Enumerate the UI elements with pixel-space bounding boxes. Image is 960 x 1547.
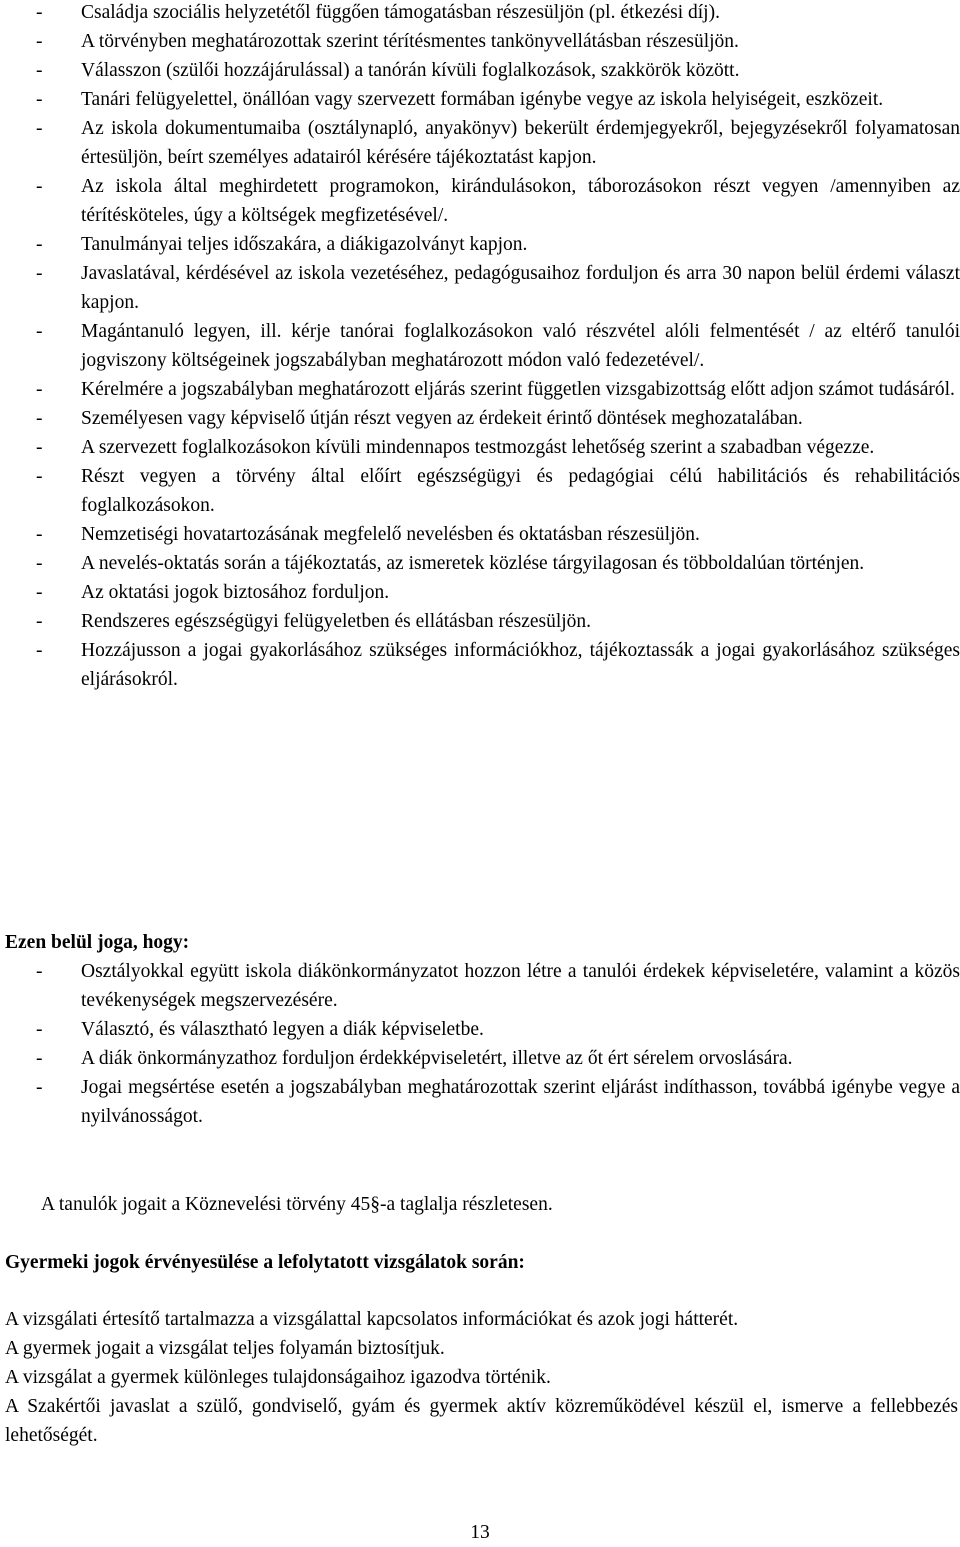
- list-marker: -: [36, 1019, 43, 1040]
- list-marker: -: [36, 2, 43, 23]
- list-marker: -: [36, 60, 43, 81]
- list-item-text: Az oktatási jogok biztosához forduljon.: [81, 582, 390, 603]
- list-item-text: Jogai megsértése esetén a jogszabályban meghatározottak szerint eljárást indíthasson, továbbá igénybe vegye a nyilvánosságot.: [81, 1077, 960, 1127]
- list-item-text: Részt vegyen a törvény által előírt egészségügyi és pedagógiai célú habilitációs és rehabilitációs foglalkozásokon.: [81, 466, 960, 516]
- list-marker: -: [36, 466, 43, 487]
- list-item-text: A diák önkormányzathoz forduljon érdekképviseletért, illetve az őt ért sérelem orvoslására.: [81, 1048, 793, 1069]
- list-item: [0, 433, 960, 462]
- list-item: [0, 1015, 960, 1044]
- list-marker: -: [36, 263, 43, 284]
- list-item: [0, 85, 960, 114]
- list-item: [0, 172, 960, 230]
- list-item-text: Javaslatával, kérdésével az iskola vezetéséhez, pedagógusaihoz forduljon és arra 30 napon belül érdemi választ kapjon.: [81, 263, 960, 313]
- list-item: [0, 578, 960, 607]
- list-item-text: Személyesen vagy képviselő útján részt vegyen az érdekeit érintő döntések meghozatalában.: [81, 408, 803, 429]
- section-heading-within: Ezen belül joga, hogy:: [5, 932, 190, 953]
- list-item-text: Hozzájusson a jogai gyakorlásához szükséges információkhoz, tájékoztassák a jogai gyakorlásához szükséges eljárásokról.: [81, 640, 960, 690]
- list-item-text: A szervezett foglalkozásokon kívüli mindennapos testmozgást lehetőség szerint a szabadban végezze.: [81, 437, 875, 458]
- summary-paragraph: A tanulók jogait a Köznevelési törvény 45§-a taglalja részletesen.: [41, 1194, 553, 1215]
- list-marker: -: [36, 31, 43, 52]
- list-marker: -: [36, 379, 43, 400]
- within-rights-list: [0, 957, 960, 1131]
- list-item: [0, 259, 960, 317]
- list-item-text: Nemzetiségi hovatartozásának megfelelő nevelésben és oktatásban részesüljön.: [81, 524, 700, 545]
- section-heading-exam: Gyermeki jogok érvényesülése a lefolytatott vizsgálatok során:: [5, 1252, 525, 1273]
- list-marker: -: [36, 524, 43, 545]
- list-marker: -: [36, 582, 43, 603]
- list-item: [0, 27, 960, 56]
- list-item: [0, 0, 960, 27]
- list-marker: -: [36, 1077, 43, 1098]
- list-item-text: Válasszon (szülői hozzájárulással) a tanórán kívüli foglalkozások, szakkörök között.: [81, 60, 740, 81]
- list-item: [0, 375, 960, 404]
- list-item-text: A törvényben meghatározottak szerint térítésmentes tankönyvellátásban részesüljön.: [81, 31, 739, 52]
- list-marker: -: [36, 118, 43, 139]
- list-item: [0, 1073, 960, 1131]
- list-item-text: Választó, és választható legyen a diák képviseletbe.: [81, 1019, 484, 1040]
- list-marker: -: [36, 611, 43, 632]
- list-item-text: Magántanuló legyen, ill. kérje tanórai foglalkozásokon való részvétel alóli felmentését / az eltérő tanulói jogviszony költségeinek jogszabályban meghatározott módon való fedezetével/.: [81, 321, 960, 371]
- list-item: [0, 404, 960, 433]
- list-item-text: Rendszeres egészségügyi felügyeletben és ellátásban részesüljön.: [81, 611, 592, 632]
- list-marker: -: [36, 437, 43, 458]
- list-item: [0, 317, 960, 375]
- list-marker: -: [36, 961, 43, 982]
- exam-paragraph: A gyermek jogait a vizsgálat teljes folyamán biztosítjuk.: [5, 1338, 445, 1359]
- list-marker: -: [36, 553, 43, 574]
- list-marker: -: [36, 408, 43, 429]
- list-item-text: Családja szociális helyzetétől függően támogatásban részesüljön (pl. étkezési díj).: [81, 2, 720, 23]
- list-marker: -: [36, 234, 43, 255]
- list-item: [0, 957, 960, 1015]
- rights-list: [0, 0, 960, 694]
- exam-paragraph: A Szakértői javaslat a szülő, gondviselő, gyám és gyermek aktív közreműködével készül el, ismerve a fellebbezés lehetőségét.: [5, 1396, 958, 1446]
- list-marker: -: [36, 321, 43, 342]
- list-item: [0, 636, 960, 694]
- list-marker: -: [36, 89, 43, 110]
- list-item: [0, 56, 960, 85]
- list-item-text: A nevelés-oktatás során a tájékoztatás, az ismeretek közlése tárgyilagosan és többoldalúan történjen.: [81, 553, 865, 574]
- exam-paragraphs: [5, 1305, 958, 1450]
- list-item-text: Az iskola által meghirdetett programokon, kirándulásokon, táborozásokon részt vegyen /amennyiben az térítésköteles, úgy a költségek megfizetésével/.: [81, 176, 960, 226]
- list-item: [0, 607, 960, 636]
- list-item: [0, 462, 960, 520]
- list-item-text: Tanári felügyelettel, önállóan vagy szervezett formában igénybe vegye az iskola helyiségeit, eszközeit.: [81, 89, 884, 110]
- list-item: [0, 1044, 960, 1073]
- list-marker: -: [36, 176, 43, 197]
- exam-paragraph: A vizsgálat a gyermek különleges tulajdonságaihoz igazodva történik.: [5, 1367, 551, 1388]
- list-marker: -: [36, 1048, 43, 1069]
- list-item-text: Kérelmére a jogszabályban meghatározott eljárás szerint független vizsgabizottság előtt adjon számot tudásáról.: [81, 379, 955, 400]
- list-item: [0, 114, 960, 172]
- exam-paragraph: A vizsgálati értesítő tartalmazza a vizsgálattal kapcsolatos információkat és azok jogi hátterét.: [5, 1309, 739, 1330]
- list-item-text: Tanulmányai teljes időszakára, a diákigazolványt kapjon.: [81, 234, 528, 255]
- page-number: 13: [470, 1522, 490, 1543]
- list-marker: -: [36, 640, 43, 661]
- list-item-text: Osztályokkal együtt iskola diákönkormányzatot hozzon létre a tanulói érdekek képviseletére, valamint a közös tevékenységek megszervezésére.: [81, 961, 960, 1011]
- list-item: [0, 549, 960, 578]
- list-item: [0, 520, 960, 549]
- list-item-text: Az iskola dokumentumaiba (osztálynapló, anyakönyv) bekerült érdemjegyekről, bejegyzésekről folyamatosan értesüljön, beírt személyes adatairól kérésére tájékoztatást kapjon.: [81, 118, 960, 168]
- list-item: [0, 230, 960, 259]
